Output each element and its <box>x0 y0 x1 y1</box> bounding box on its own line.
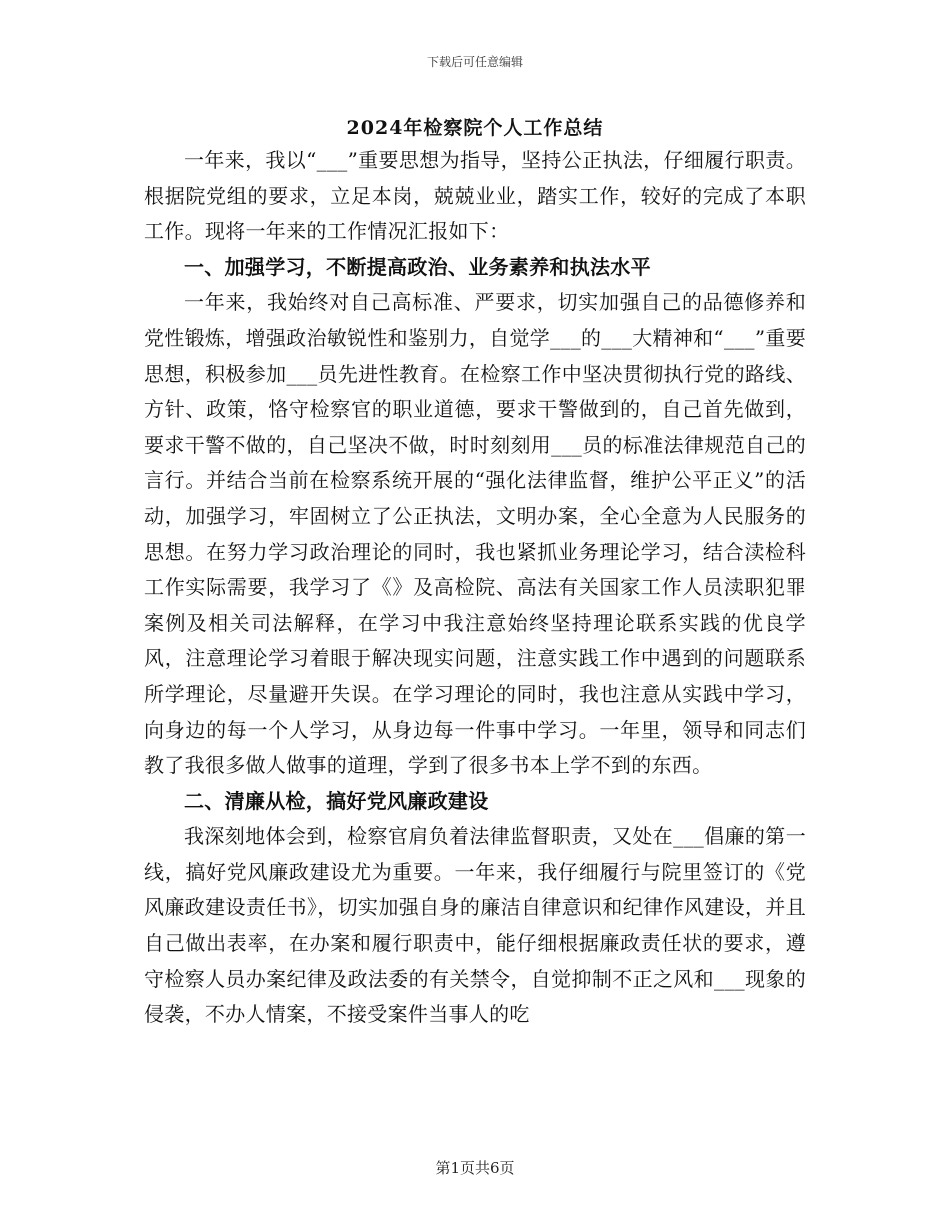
page-header: 下载后可任意编辑 <box>426 55 523 69</box>
page-footer: 第1页共6页 <box>435 1159 515 1177</box>
document-title: 2024年检察院个人工作总结 <box>346 117 604 139</box>
paragraph-intro: 一年来，我以“___”重要思想为指导，坚持公正执法，仔细履行职责。根据院党组的要求，立足本岗，兢兢业业，踏实工作，较好的完成了本职工作。现将一年来的工作情况汇报如下： <box>144 148 806 244</box>
document-body <box>144 113 806 1033</box>
paragraph-section-1: 一年来，我始终对自己高标准、严要求，切实加强自己的品德修养和党性锻炼，增强政治敏锐性和鉴别力，自觉学___的___大精神和“___”重要思想，积极参加___员先进性教育。在检察工作中坚决贯彻执行党的路线、方针、政策，恪守检察官的职业道德，要求干警做到的，自己首先做到，要求干警不做的，自己坚决不做，时时刻刻用___员的标准法律规范自己的言行。并结合当前在检察系统开展的“强化法律监督，维护公平正义”的活动，加强学习，牢固树立了公正执法，文明办案，全心全意为人民服务的思想。在努力学习政治理论的同时，我也紧抓业务理论学习，结合渎检科工作实际需要，我学习了《》及高检院、高法有关国家工作人员渎职犯罪案例及相关司法解释，在学习中我注意始终坚持理论联系实践的优良学风，注意理论学习着眼于解决现实问题，注意实践工作中遇到的问题联系所学理论，尽量避开失误。在学习理论的同时，我也注意从实践中学习，向身边的每一个人学习，从身边每一件事中学习。一年里，领导和同志们教了我很多做人做事的道理，学到了很多书本上学不到的东西。 <box>144 290 806 778</box>
section-heading-2: 二、清廉从检，搞好党风廉政建设 <box>184 788 489 813</box>
section-heading-1: 一、加强学习，不断提高政治、业务素养和执法水平 <box>184 254 651 279</box>
paragraph-section-2: 我深刻地体会到，检察官肩负着法律监督职责，又处在___倡廉的第一线，搞好党风廉政建设尤为重要。一年来，我仔细履行与院里签订的《党风廉政建设责任书》，切实加强自身的廉洁自律意识和纪律作风建设，并且自己做出表率，在办案和履行职责中，能仔细根据廉政责任状的要求，遵守检察人员办案纪律及政法委的有关禁令，自觉抑制不正之风和___现象的侵袭，不办人情案，不接受案件当事人的吃 <box>144 824 806 1027</box>
